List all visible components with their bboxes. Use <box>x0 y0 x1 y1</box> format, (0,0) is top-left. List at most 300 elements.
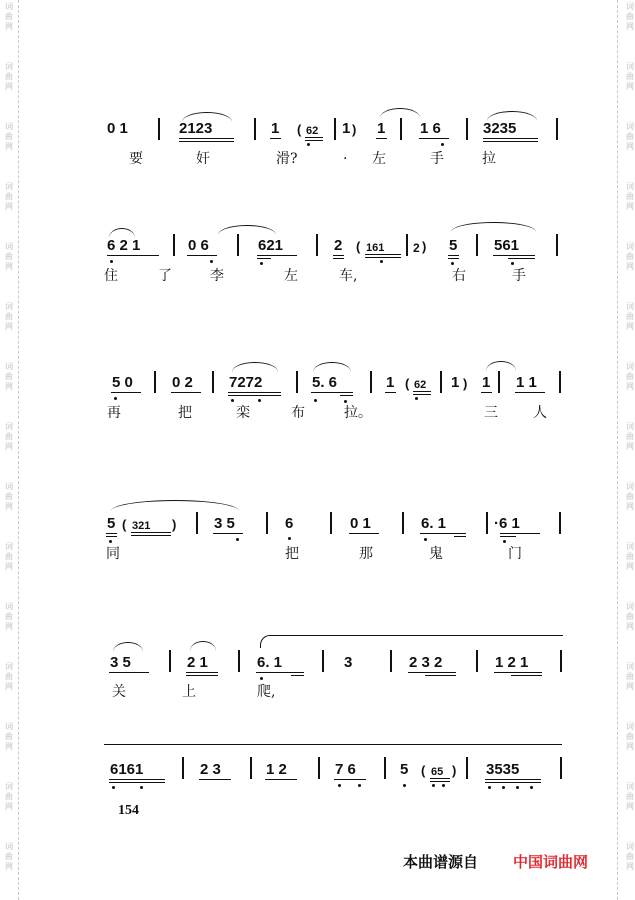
watermark-char: 网 <box>5 82 13 91</box>
lyric: 栾 <box>236 405 250 421</box>
tie-line <box>104 744 562 745</box>
underline-beam <box>340 395 353 396</box>
note-group: 7272 <box>229 374 263 391</box>
note-group: 0 1 <box>350 515 371 532</box>
watermark-char: 网 <box>5 742 13 751</box>
low-dot <box>451 262 454 265</box>
watermark-char: 网 <box>626 862 634 871</box>
watermark-char: 词 <box>626 782 634 791</box>
note-group: 2 1 <box>187 654 208 671</box>
note-group: 3535 <box>486 761 520 778</box>
watermark-char: 曲 <box>626 612 634 621</box>
note-group: 5 <box>107 515 116 532</box>
underline-beam <box>333 258 344 259</box>
watermark-char: 网 <box>626 802 634 811</box>
lyric: 手 <box>512 268 526 284</box>
barline <box>406 234 408 256</box>
low-dot <box>210 260 213 263</box>
note-group: 1 <box>342 120 351 137</box>
note-group: 1 <box>377 120 386 137</box>
barline <box>390 650 392 672</box>
paren-close: ) <box>172 517 177 532</box>
underline-beam <box>171 392 201 393</box>
watermark-char: 曲 <box>626 252 634 261</box>
watermark-char: 网 <box>626 442 634 451</box>
note-group: 5 <box>449 237 458 254</box>
watermark-char: 网 <box>5 622 13 631</box>
watermark-char: 词 <box>5 602 13 611</box>
lyric: 要 <box>129 151 143 167</box>
left-dashed-rule <box>18 0 19 900</box>
watermark-char: 曲 <box>626 72 634 81</box>
low-dot <box>424 538 427 541</box>
underline-beam <box>349 533 379 534</box>
note-group: 6161 <box>110 761 144 778</box>
note-group: 1 2 <box>266 761 287 778</box>
underline-beam <box>199 779 231 780</box>
barline <box>559 371 561 393</box>
watermark-char: 网 <box>5 142 13 151</box>
note-group: 6 <box>285 515 294 532</box>
lyric: 奸 <box>196 151 210 167</box>
watermark-char: 网 <box>5 262 13 271</box>
underline-beam <box>385 392 396 393</box>
low-dot <box>516 786 519 789</box>
watermark-char: 词 <box>5 422 13 431</box>
slur <box>111 500 239 511</box>
slur <box>232 362 278 372</box>
underline-beam <box>179 141 234 142</box>
note-group: 3 5 <box>110 654 131 671</box>
barline <box>169 650 171 672</box>
watermark-char: 网 <box>626 382 634 391</box>
barline <box>318 757 320 779</box>
note-group: 1 <box>271 120 280 137</box>
barline <box>466 118 468 140</box>
barline <box>296 371 298 393</box>
note-group: 2 <box>413 241 420 255</box>
barline <box>560 650 562 672</box>
underline-beam <box>511 675 542 676</box>
watermark-char: 词 <box>5 662 13 671</box>
low-dot <box>236 538 239 541</box>
watermark-char: 网 <box>5 382 13 391</box>
underline-beam <box>413 391 431 392</box>
note-group: 1 2 1 <box>495 654 529 671</box>
note-group: 1 6 <box>420 120 441 137</box>
watermark-char: 词 <box>626 422 634 431</box>
barline <box>476 234 478 256</box>
right-watermark-column <box>611 0 635 900</box>
lyric: 车, <box>339 268 358 284</box>
note-group: 5. 6 <box>312 374 338 391</box>
watermark-char: 网 <box>5 862 13 871</box>
watermark-char: 网 <box>5 502 13 511</box>
lyric: 住 <box>104 268 118 284</box>
lyric: 布 <box>291 405 305 421</box>
watermark-char: 曲 <box>626 852 634 861</box>
paren-open: ( <box>122 517 127 532</box>
slur <box>486 361 516 371</box>
watermark-char: 曲 <box>5 72 13 81</box>
low-dot <box>258 399 261 402</box>
paren-close: ) <box>422 239 427 254</box>
underline-beam <box>186 675 218 676</box>
barline <box>384 757 386 779</box>
barline <box>212 371 214 393</box>
underline-beam <box>228 392 281 393</box>
underline-beam <box>420 533 466 534</box>
watermark-char: 网 <box>626 622 634 631</box>
barline <box>182 757 184 779</box>
watermark-char: 词 <box>626 662 634 671</box>
watermark-char: 曲 <box>626 372 634 381</box>
underline-beam <box>454 536 466 537</box>
low-dot <box>110 260 113 263</box>
barline <box>556 234 558 256</box>
low-dot <box>114 397 117 400</box>
low-dot <box>503 540 506 543</box>
lyric: 拉 <box>482 151 496 167</box>
lyric: 爬, <box>257 684 276 700</box>
lyric: 鬼 <box>429 546 443 562</box>
low-dot <box>338 784 341 787</box>
underline-beam <box>494 672 542 673</box>
note-group: 5 <box>400 761 409 778</box>
watermark-char: 网 <box>5 322 13 331</box>
lyric: 上 <box>182 684 196 700</box>
lyric: 把 <box>285 546 299 562</box>
barline <box>330 512 332 534</box>
underline-beam <box>515 392 545 393</box>
lyric: 人 <box>533 405 547 421</box>
watermark-char: 网 <box>626 502 634 511</box>
watermark-char: 曲 <box>626 732 634 741</box>
watermark-char: 词 <box>626 362 634 371</box>
watermark-char: 词 <box>626 122 634 131</box>
lyric: 同 <box>106 546 120 562</box>
note-group: 1 <box>451 374 460 391</box>
lyric: · <box>343 151 348 167</box>
low-dot <box>260 262 263 265</box>
underline-beam <box>179 138 234 139</box>
lyric: 把 <box>178 405 192 421</box>
left-watermark-column <box>0 0 24 900</box>
underline-beam <box>291 675 304 676</box>
watermark-char: 曲 <box>626 672 634 681</box>
paren-open: ( <box>421 763 426 778</box>
barline <box>556 118 558 140</box>
low-dot <box>344 400 347 403</box>
watermark-char: 曲 <box>5 372 13 381</box>
watermark-char: 曲 <box>626 192 634 201</box>
paren-close: ) <box>352 122 357 137</box>
watermark-char: 词 <box>626 182 634 191</box>
low-dot <box>231 399 234 402</box>
watermark-char: 词 <box>5 542 13 551</box>
underline-beam <box>430 781 450 782</box>
barline <box>196 512 198 534</box>
underline-beam <box>333 255 344 256</box>
low-dot <box>112 786 115 789</box>
watermark-char: 词 <box>626 542 634 551</box>
barline <box>254 118 256 140</box>
underline-beam <box>500 533 540 534</box>
low-dot <box>380 260 383 263</box>
low-dot <box>314 399 317 402</box>
watermark-char: 曲 <box>626 312 634 321</box>
note-group: 0 1 <box>107 120 128 137</box>
slur <box>113 642 143 652</box>
underline-beam <box>481 392 492 393</box>
underline-beam <box>376 138 387 139</box>
low-dot <box>502 786 505 789</box>
barline <box>400 118 402 140</box>
underline-beam <box>365 257 401 258</box>
note-group: 0 2 <box>172 374 193 391</box>
note-group: 561 <box>494 237 520 254</box>
low-dot <box>140 786 143 789</box>
underline-beam <box>365 254 401 255</box>
paren-close: ) <box>463 376 468 391</box>
underline-beam <box>106 533 117 534</box>
underline-beam <box>419 138 449 139</box>
watermark-char: 词 <box>626 62 634 71</box>
underline-beam <box>508 258 535 259</box>
barline <box>266 512 268 534</box>
watermark-char: 曲 <box>5 312 13 321</box>
barline <box>440 371 442 393</box>
barline <box>173 234 175 256</box>
watermark-char: 曲 <box>626 432 634 441</box>
watermark-char: 网 <box>5 802 13 811</box>
underline-beam <box>109 782 165 783</box>
slur <box>451 222 536 232</box>
underline-beam <box>305 137 323 138</box>
barline <box>486 512 488 534</box>
note-group: 62 <box>414 379 427 391</box>
low-dot <box>511 262 514 265</box>
watermark-char: 曲 <box>5 492 13 501</box>
watermark-char: 网 <box>5 22 13 31</box>
underline-beam <box>257 258 271 259</box>
note-group: 6. 1 <box>421 515 447 532</box>
barline <box>466 757 468 779</box>
underline-beam <box>483 138 538 139</box>
note-group: 3 5 <box>214 515 235 532</box>
note-group: 6 2 1 <box>107 237 141 254</box>
underline-beam <box>228 395 281 396</box>
watermark-char: 词 <box>5 482 13 491</box>
underline-beam <box>187 255 217 256</box>
lyric: 那 <box>359 546 373 562</box>
lyric: 左 <box>372 151 386 167</box>
barline <box>316 234 318 256</box>
watermark-char: 网 <box>626 202 634 211</box>
low-dot <box>432 784 435 787</box>
watermark-char: 网 <box>626 742 634 751</box>
underline-beam <box>131 535 171 536</box>
barline <box>334 118 336 140</box>
watermark-char: 曲 <box>5 612 13 621</box>
barline <box>154 371 156 393</box>
watermark-char: 网 <box>5 202 13 211</box>
low-dot <box>307 143 310 146</box>
footer-source-text: 本曲谱源自 <box>403 853 479 871</box>
note-group: 7 6 <box>335 761 356 778</box>
low-dot <box>109 540 112 543</box>
underline-beam <box>111 392 141 393</box>
note-group: 621 <box>258 237 284 254</box>
lyric: 门 <box>508 546 522 562</box>
watermark-char: 词 <box>626 722 634 731</box>
underline-beam <box>106 536 117 537</box>
underline-beam <box>257 255 297 256</box>
watermark-char: 曲 <box>626 492 634 501</box>
barline <box>476 650 478 672</box>
underline-beam <box>430 778 450 779</box>
underline-beam <box>186 672 218 673</box>
watermark-char: 网 <box>626 322 634 331</box>
note-group: 5 0 <box>112 374 133 391</box>
lyric: 了 <box>158 268 172 284</box>
watermark-char: 词 <box>626 602 634 611</box>
watermark-char: 词 <box>5 302 13 311</box>
low-dot <box>530 786 533 789</box>
watermark-char: 词 <box>5 722 13 731</box>
watermark-char: 曲 <box>5 732 13 741</box>
low-dot <box>358 784 361 787</box>
watermark-char: 词 <box>5 2 13 11</box>
watermark-char: 网 <box>626 82 634 91</box>
page-number: 154 <box>118 803 139 818</box>
lyric: 关 <box>112 684 126 700</box>
underline-beam <box>131 532 171 533</box>
paren-open: ( <box>405 376 410 391</box>
note-group: 65 <box>431 766 444 778</box>
slur <box>218 225 276 235</box>
note-group: 1 <box>386 374 395 391</box>
low-dot <box>403 784 406 787</box>
underline-beam <box>425 675 456 676</box>
low-dot <box>442 784 445 787</box>
underline-beam <box>270 138 281 139</box>
slur <box>313 362 351 372</box>
watermark-char: 曲 <box>626 132 634 141</box>
barline <box>238 650 240 672</box>
note-group: 161 <box>366 242 385 254</box>
watermark-char: 网 <box>5 682 13 691</box>
watermark-char: 曲 <box>5 12 13 21</box>
underline-beam <box>500 536 516 537</box>
low-dot <box>260 677 263 680</box>
lyric: 手 <box>430 151 444 167</box>
watermark-char: 词 <box>5 362 13 371</box>
watermark-char: 曲 <box>5 132 13 141</box>
paren-close: ) <box>452 763 457 778</box>
watermark-char: 曲 <box>5 792 13 801</box>
underline-beam <box>483 141 538 142</box>
note-group: 3 <box>344 654 353 671</box>
underline-beam <box>109 779 165 780</box>
underline-beam <box>493 255 535 256</box>
lyric: 李 <box>210 268 224 284</box>
watermark-char: 曲 <box>5 552 13 561</box>
note-group: 2 3 <box>200 761 221 778</box>
underline-beam <box>448 258 459 259</box>
watermark-char: 网 <box>626 262 634 271</box>
underline-beam <box>213 533 243 534</box>
lyric: 右 <box>452 268 466 284</box>
barline <box>322 650 324 672</box>
underline-beam <box>305 140 323 141</box>
underline-beam <box>256 672 304 673</box>
note-group: 2123 <box>179 120 213 137</box>
low-dot <box>288 537 291 540</box>
watermark-char: 词 <box>626 302 634 311</box>
long-slur <box>260 635 563 648</box>
barline <box>559 512 561 534</box>
note-group: 3235 <box>483 120 517 137</box>
watermark-char: 曲 <box>5 672 13 681</box>
barline <box>237 234 239 256</box>
barline <box>370 371 372 393</box>
paren-open: ( <box>297 122 302 137</box>
underline-beam <box>334 779 366 780</box>
watermark-char: 词 <box>626 2 634 11</box>
slur <box>190 641 216 651</box>
underline-beam <box>408 672 456 673</box>
watermark-char: 词 <box>626 242 634 251</box>
slur <box>380 108 420 118</box>
right-dashed-rule <box>617 0 618 900</box>
watermark-char: 网 <box>5 562 13 571</box>
barline <box>560 757 562 779</box>
watermark-char: 词 <box>5 242 13 251</box>
watermark-char: 词 <box>5 182 13 191</box>
underline-beam <box>311 392 353 393</box>
note-group: 1 <box>482 374 491 391</box>
watermark-char: 网 <box>626 682 634 691</box>
watermark-char: 曲 <box>626 552 634 561</box>
underline-beam <box>109 672 149 673</box>
watermark-char: 曲 <box>5 432 13 441</box>
barline <box>402 512 404 534</box>
watermark-char: 网 <box>626 562 634 571</box>
watermark-char: 网 <box>5 442 13 451</box>
watermark-char: 词 <box>626 482 634 491</box>
lyric: 左 <box>284 268 298 284</box>
watermark-char: 词 <box>5 122 13 131</box>
watermark-char: 网 <box>626 22 634 31</box>
watermark-char: 词 <box>626 842 634 851</box>
footer-site-link[interactable]: 中国词曲网 <box>513 853 589 871</box>
low-dot <box>488 786 491 789</box>
lyric: 再 <box>107 405 121 421</box>
watermark-char: 曲 <box>5 192 13 201</box>
paren-open: ( <box>356 239 361 254</box>
note-group: ·6 1 <box>494 515 520 532</box>
underline-beam <box>107 255 159 256</box>
watermark-char: 网 <box>626 142 634 151</box>
underline-beam <box>413 394 431 395</box>
barline <box>498 371 500 393</box>
low-dot <box>415 397 418 400</box>
watermark-char: 曲 <box>626 792 634 801</box>
underline-beam <box>485 782 541 783</box>
note-group: 321 <box>132 520 151 532</box>
underline-beam <box>265 779 297 780</box>
